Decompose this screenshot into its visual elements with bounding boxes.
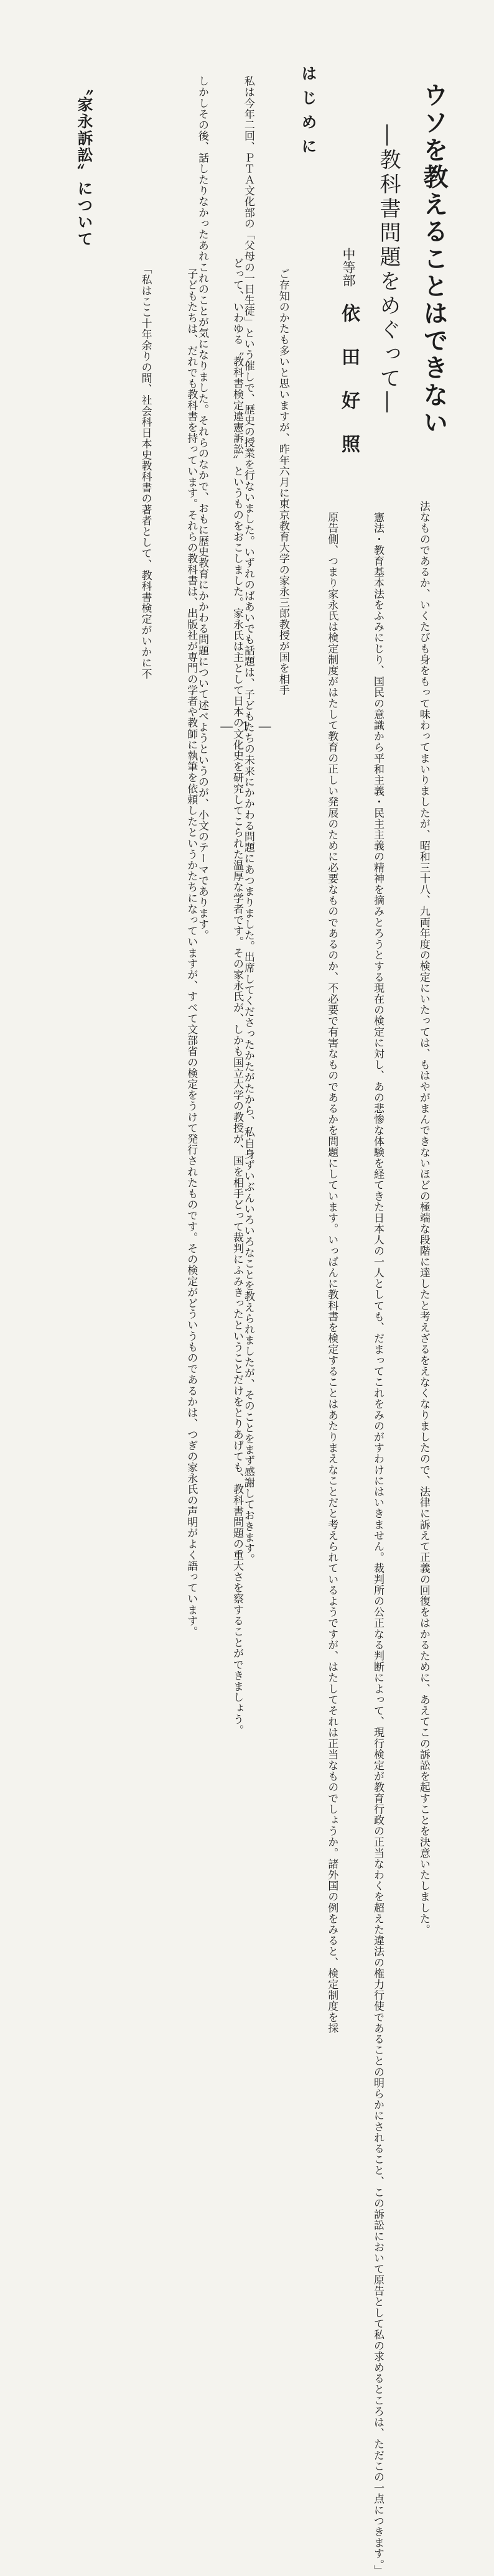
section-heading-intro: はじめに	[299, 65, 317, 162]
author-department: 中等部	[341, 248, 356, 287]
paragraph: ご存知のかたも多いと思いますが、昨年六月に東京教育大学の家永三郎教授が国を相手	[276, 258, 289, 695]
paragraph: 憲法・教育基本法をふみにじり、国民の意識から平和主義・民主主義の精神を摘みとろうとする現在の検定に対し、あの悲惨な体験を経てきた日本人の一人としても、だまってこれをみのがすわけにはいきません。裁判所の公正なる判断によって、現行検定が教育行政の正当なわくを超えた違法の権力行使であることの明らかにされること、この訴訟において原告として私の求めるところは、ただこの一点につきます。」	[371, 501, 384, 2576]
author-name: 依田好照	[338, 304, 360, 478]
paragraph: 法なものであるか、いくたびも身をもって味わってまいりましたが、昭和三十八、九両年度の検定にいたっては、もはやがまんできないほどの極端な段階に達したと考えざるをえなくなりましたので、法律に訴えて正義の回復をはかるために、あえてこの訴訟を起すことを決意いたしました。	[417, 501, 430, 1935]
paragraph: 「私はここ十年余りの間、社会科日本史教科書の著者として、教科書検定がいかに不	[139, 258, 152, 679]
section-heading-lawsuit: 〝家永訴訟〟について	[75, 80, 93, 248]
paragraph: 私は今年二回、ＰＴＡ文化部の「父母の一日生徒」という催しで、歴史の授業を行ないました。いずれのばあいでも話題は、子どもたちの未来にかかわる問題にあつまりました。出席してくださったかたがたから、私自身ずいぶんいろいろなことを教えられましたが、そのことをまず感謝しておきます。	[241, 65, 254, 1565]
paragraph: 原告側、つまり家永氏は検定制度がはたして教育の正しい発展のために必要なものであるのか、不必要で有害なものであるかを問題にしています。いっぱんに教科書を検定することはあたりまえなことだと考えられているようですが、はたしてそれは正当なものでしょうか。諸外国の例をみると、検定制度を採	[325, 501, 338, 2034]
paragraph: しかしその後、話したりなかったあれこれのことが気になりました。それらのなかで、おもに歴史教育にかかわる問題について述べようというのが、小文のテーマであります。	[196, 65, 209, 941]
paragraph: どって、いわゆる〝教科書検定違憲訴訟〟というものをおこしました。家永氏は主として日本の文化史を研究してこられた温厚な学者です。その家永氏が、しかも国立大学の教授が、国を相手どって裁判にふみきったということだけをとりあげても、教科書問題の重大さを察することができましょう。	[231, 258, 244, 1736]
paragraph: 子どもたちは、だれでも教科書を持っています。それらの教科書は、出版社が専門の学者や教師に執筆を依頼したというかたちになっていますが、すべて文部省の検定をうけて発行されたものです。その検定がどういうものであるかは、つぎの家永氏の声明がよく語っています。	[185, 258, 198, 1637]
page-number: ― 1 ―	[220, 718, 274, 733]
article-subtitle: ―教科書問題をめぐって―	[376, 124, 401, 416]
article-title: ウソを教えることはできない	[419, 82, 449, 437]
